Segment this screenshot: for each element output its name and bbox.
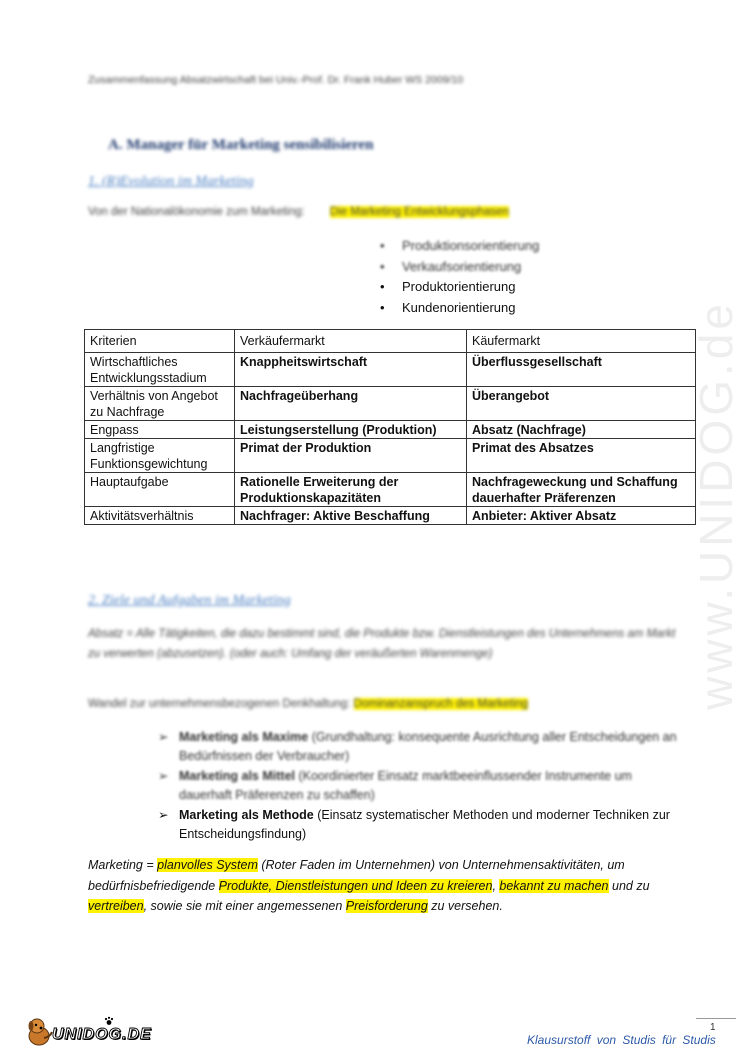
wandel-highlight: Dominanzanspruch des Marketing: [353, 698, 529, 710]
definition-text: Marketing =: [88, 858, 158, 872]
table-cell: Primat der Produktion: [235, 439, 467, 473]
table-cell: Primat des Absatzes: [467, 439, 696, 473]
table-cell: Aktivitätsverhältnis: [85, 507, 235, 525]
table-cell: Engpass: [85, 421, 235, 439]
table-row: [85, 421, 696, 439]
phases-list: [380, 236, 539, 318]
wandel-text: Wandel zur unternehmensbezogenen Denkhaltung:: [88, 698, 351, 710]
table-cell: Wirtschaftliches Entwicklungsstadium: [85, 353, 235, 387]
table-cell: Nachfrageüberhang: [235, 387, 467, 421]
table-header-cell: Verkäufermarkt: [235, 330, 467, 353]
definition-highlight: Preisforderung: [345, 899, 428, 913]
unidog-logo[interactable]: [22, 1014, 152, 1048]
table-cell: Nachfrager: Aktive Beschaffung: [235, 507, 467, 525]
table-row: [85, 353, 696, 387]
logo-text: UNIDOG.DE: [52, 1026, 152, 1043]
definition-highlight: Produkte, Dienstleistungen und Ideen zu kreieren: [218, 878, 493, 893]
table-cell: Anbieter: Aktiver Absatz: [467, 507, 696, 525]
phase-item: • Produktionsorientierung: [380, 236, 539, 257]
table-header-row: [85, 330, 696, 353]
arrow-bullet-icon: ➢: [158, 769, 169, 783]
table-cell: Leistungserstellung (Produktion): [235, 421, 467, 439]
phase-item: • Kundenorientierung: [380, 298, 539, 319]
page-number: 1: [710, 1022, 716, 1033]
phase-item: • Produktorientierung: [380, 277, 539, 298]
list-item-bold: Marketing als Maxime: [179, 730, 309, 744]
table-row: [85, 439, 696, 473]
wandel-line: [88, 694, 528, 714]
table-cell: Überflussgesellschaft: [467, 353, 696, 387]
list-item-bold: Marketing als Mittel: [179, 769, 295, 783]
table-row: [85, 507, 696, 525]
table-row: [85, 473, 696, 507]
paw-icon: [104, 1016, 114, 1026]
market-comparison-table: [84, 329, 696, 525]
definition-highlight: vertreiben: [88, 899, 144, 913]
table-cell: Überangebot: [467, 387, 696, 421]
table-cell: Absatz (Nachfrage): [467, 421, 696, 439]
list-item: [158, 767, 688, 805]
marketing-definition: [88, 855, 688, 917]
table-cell: Hauptaufgabe: [85, 473, 235, 507]
phases-intro-text: Von der Nationalökonomie zum Marketing:: [88, 206, 305, 218]
section-1-title: 1. (R)Evolution im Marketing: [88, 174, 254, 189]
list-item: [158, 728, 688, 766]
arrow-bullet-icon: ➢: [158, 730, 169, 744]
table-header-cell: Käufermarkt: [467, 330, 696, 353]
table-row: [85, 387, 696, 421]
definition-text: zu versehen.: [427, 899, 503, 913]
footer-divider: [696, 1018, 736, 1019]
table-cell: Nachfrageweckung und Schaffung dauerhafter Präferenzen: [467, 473, 696, 507]
definition-text: ,: [492, 878, 500, 893]
phases-intro: [88, 206, 509, 218]
absatz-text: Absatz = Alle Tätigkeiten, die dazu bestimmt sind, die Produkte bzw. Dienstleistungen des Unternehmens am Markt zu verwerten (abzusetzen).: [88, 628, 676, 660]
page-header: Zusammenfassung Absatzwirtschaft bei Univ.-Prof. Dr. Frank Huber WS 2009/10: [88, 74, 464, 86]
section-2-title: 2. Ziele und Aufgaben im Marketing: [88, 593, 291, 608]
phase-item: • Verkaufsorientierung: [380, 257, 539, 278]
watermark: www.UNIDOG.de: [690, 300, 742, 710]
dog-icon: [22, 1014, 56, 1048]
list-item-bold: Marketing als Methode: [179, 808, 314, 822]
marketing-roles-list: [158, 728, 688, 845]
list-item: [158, 806, 688, 844]
phases-intro-highlight: Die Marketing Entwicklungsphasen: [329, 206, 509, 218]
footer-slogan: Klausurstoff von Studis für Studis: [527, 1033, 716, 1047]
definition-highlight: bekannt zu machen: [499, 878, 609, 893]
table-cell: Verhältnis von Angebot zu Nachfrage: [85, 387, 235, 421]
table-cell: Langfristige Funktionsgewichtung: [85, 439, 235, 473]
list-item-text: (Koordinierter Einsatz marktbeeinflussender Instrumente um dauerhaft Präferenzen zu schaffen): [179, 769, 632, 802]
table-cell: Knappheitswirtschaft: [235, 353, 467, 387]
table-header-cell: Kriterien: [85, 330, 235, 353]
absatz-extra: (oder auch: Umfang der veräußerten Warenmenge): [229, 648, 493, 660]
absatz-definition: [88, 624, 688, 664]
definition-highlight: planvolles System: [157, 858, 258, 872]
list-item-text: (Einsatz systematischer Methoden und moderner Techniken zur Entscheidungsfindung): [179, 808, 670, 841]
definition-text: (Roter Faden im Unternehmen) von Unternehmensaktivitäten, um bedürfnisbefriedigende: [88, 858, 625, 893]
chapter-title: A. Manager für Marketing sensibilisieren: [108, 137, 374, 153]
list-item-text: (Grundhaltung: konsequente Ausrichtung aller Entscheidungen an Bedürfnissen der Verbraucher): [179, 730, 677, 763]
definition-text: und zu: [608, 878, 650, 893]
arrow-bullet-icon: ➢: [158, 808, 169, 822]
table-cell: Rationelle Erweiterung der Produktionskapazitäten: [235, 473, 467, 507]
definition-text: , sowie sie mit einer angemessenen: [143, 899, 346, 913]
